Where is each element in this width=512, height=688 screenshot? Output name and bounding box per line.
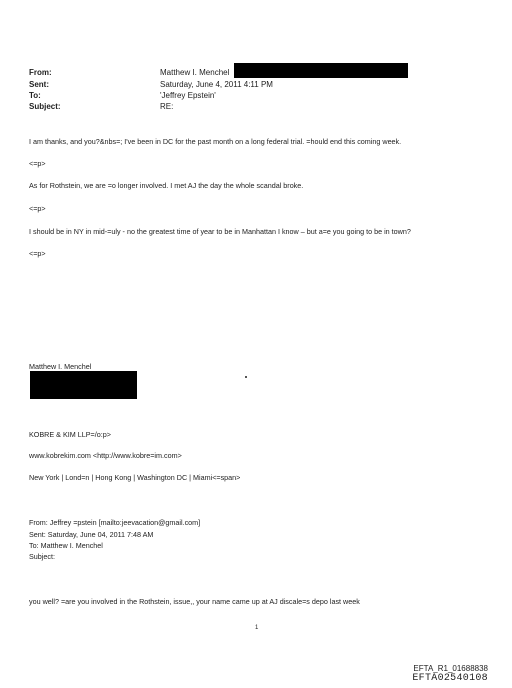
subject-label: Subject:: [29, 102, 61, 111]
sent-value: Saturday, June 4, 2011 4:11 PM: [160, 80, 273, 89]
sent-label: Sent:: [29, 80, 49, 89]
body-tag-3: <=p>: [29, 249, 46, 258]
redaction-box: [234, 63, 408, 78]
subject-value: RE:: [160, 102, 174, 111]
signature-offices: New York | Lond=n | Hong Kong | Washington DC | Miami<=span>: [29, 473, 241, 482]
to-label: To:: [29, 91, 41, 100]
body-paragraph-3: I should be in NY in mid-=uly - no the greatest time of year to be in Manhattan I know – but a=e you going to be in town?: [29, 227, 411, 236]
quoted-to: To: Matthew I. Menchel: [29, 541, 103, 550]
quoted-message: you well? =are you involved in the Rothstein, issue,, your name came up at AJ discale=s depo last week: [29, 597, 360, 606]
to-value: 'Jeffrey Epstein': [160, 91, 216, 100]
stray-mark: [245, 376, 247, 378]
quoted-sent: Sent: Saturday, June 04, 2011 7:48 AM: [29, 530, 154, 539]
from-label: From:: [29, 68, 52, 77]
bates-number-2: EFTA02540108: [412, 673, 488, 684]
body-tag-2: <=p>: [29, 204, 46, 213]
from-value: Matthew I. Menchel: [160, 68, 230, 77]
signature-name: Matthew I. Menchel: [29, 362, 92, 371]
quoted-from: From: Jeffrey =pstein [mailto:jeevacation@gmail.com]: [29, 518, 201, 527]
quoted-subject: Subject:: [29, 552, 55, 561]
bates-number-1: EFTA_R1_01688838: [413, 664, 488, 673]
body-paragraph-1: I am thanks, and you?&nbs=; I've been in DC for the past month on a long federal trial. =hould end this coming week.: [29, 137, 402, 146]
body-paragraph-2: As for Rothstein, we are =o longer involved. I met AJ the day the whole scandal broke.: [29, 181, 304, 190]
body-tag-1: <=p>: [29, 159, 46, 168]
page-number: 1: [255, 625, 259, 631]
signature-website: www.kobrekim.com <http://www.kobre=im.com>: [29, 451, 182, 460]
redaction-box: [30, 371, 137, 399]
signature-firm: KOBRE & KIM LLP=/o:p>: [29, 430, 111, 439]
